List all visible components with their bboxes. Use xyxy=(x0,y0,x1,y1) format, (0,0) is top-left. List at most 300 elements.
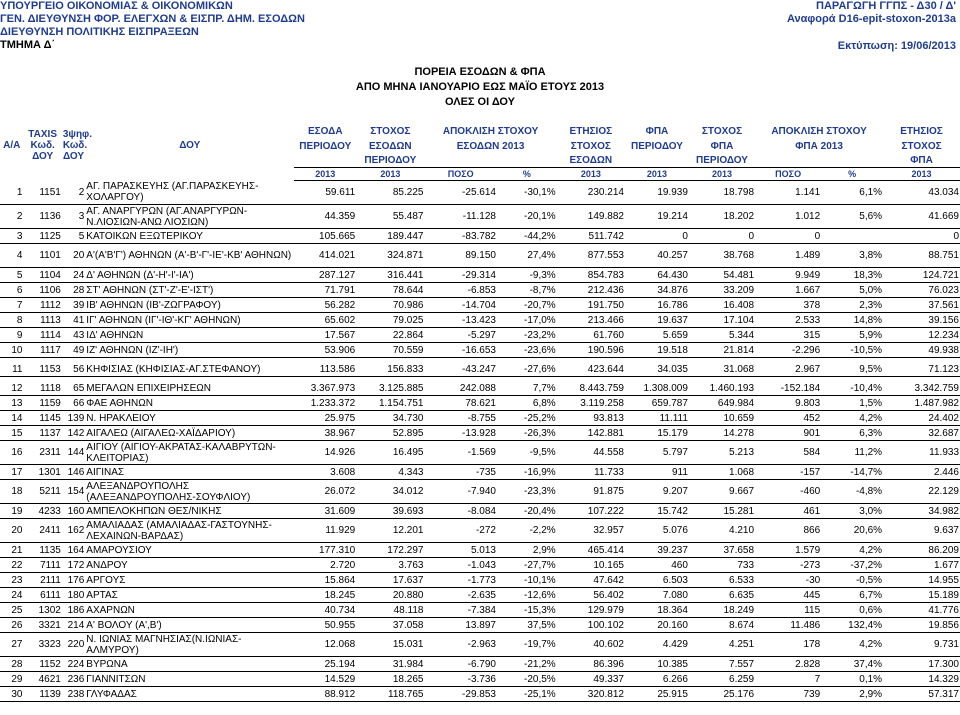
cell-12: -0,5% xyxy=(821,573,883,588)
cell-9: 5.659 xyxy=(625,328,689,343)
sub-4: 2013 xyxy=(557,168,625,181)
table-row xyxy=(0,381,960,396)
table-row xyxy=(0,543,960,558)
cell-6: 242.088 xyxy=(424,381,497,396)
cell-0: 11 xyxy=(0,362,23,377)
cell-9: 40.257 xyxy=(625,244,689,268)
cell-9: 64.430 xyxy=(625,268,689,283)
cell-10: 5.344 xyxy=(689,328,755,343)
cell-13: 34.982 xyxy=(883,504,960,519)
cell-12: -4,8% xyxy=(821,480,883,504)
cell-5: 4.343 xyxy=(356,465,424,480)
col-doy: ΔΟΥ xyxy=(179,140,201,152)
cell-13: 9.731 xyxy=(883,633,960,657)
cell-9: 18.364 xyxy=(625,603,689,618)
header-right xyxy=(787,0,956,26)
cell-8: 511.742 xyxy=(557,229,625,244)
cell-0: 10 xyxy=(0,343,23,358)
cell-9: 15.742 xyxy=(625,504,689,519)
cell-5: 324.871 xyxy=(356,244,424,268)
cell-4: 65.602 xyxy=(294,313,356,328)
table-row xyxy=(0,687,960,702)
cell-7: 6,8% xyxy=(497,396,557,411)
cell-2: 238 xyxy=(62,687,85,702)
cell-11: 378 xyxy=(755,298,821,313)
cell-1: 2411 xyxy=(23,519,61,543)
table-row xyxy=(0,283,960,298)
cell-10: 4.251 xyxy=(689,633,755,657)
cell-11: 2.828 xyxy=(755,657,821,672)
sub-8: % xyxy=(821,168,883,181)
cell-12: 0,6% xyxy=(821,603,883,618)
cell-1: 1159 xyxy=(23,396,61,411)
cell-12: 14,8% xyxy=(821,313,883,328)
cell-12: 6,3% xyxy=(821,426,883,441)
sub-1: 2013 xyxy=(356,168,424,181)
cell-7: -20,1% xyxy=(497,205,557,229)
cell-6: -2.635 xyxy=(424,588,497,603)
cell-1: 3321 xyxy=(23,618,61,633)
cell-6: -13.928 xyxy=(424,426,497,441)
cell-0: 20 xyxy=(0,519,23,543)
cell-2: 139 xyxy=(62,411,85,426)
cell-0: 24 xyxy=(0,588,23,603)
table-row xyxy=(0,328,960,343)
cell-3: Δ' ΑΘΗΝΩΝ (Δ'-Η'-Ι'-ΙΑ') xyxy=(85,268,294,283)
cell-13: 57.317 xyxy=(883,687,960,702)
cell-7: -20,4% xyxy=(497,504,557,519)
cell-12: 3,0% xyxy=(821,504,883,519)
cell-8: 47.642 xyxy=(557,573,625,588)
cell-0: 8 xyxy=(0,313,23,328)
cell-2: 28 xyxy=(62,283,85,298)
col-g7-l1: ΑΠΟΚΛΙΣΗ ΣΤΟΧΟΥ xyxy=(771,126,867,137)
table-row xyxy=(0,573,960,588)
cell-9: 34.035 xyxy=(625,362,689,377)
cell-11: 2.967 xyxy=(755,362,821,377)
cell-4: 26.072 xyxy=(294,480,356,504)
cell-13: 71.123 xyxy=(883,362,960,377)
cell-7: 27,4% xyxy=(497,244,557,268)
cell-0: 1 xyxy=(0,181,23,205)
cell-2: 43 xyxy=(62,328,85,343)
cell-6: -43.247 xyxy=(424,362,497,377)
cell-4: 18.245 xyxy=(294,588,356,603)
cell-13: 39.156 xyxy=(883,313,960,328)
cell-8: 213.466 xyxy=(557,313,625,328)
table-row xyxy=(0,181,960,205)
cell-7: -12,6% xyxy=(497,588,557,603)
cell-6: -11.128 xyxy=(424,205,497,229)
cell-4: 44.359 xyxy=(294,205,356,229)
cell-3: ΑΡΤΑΣ xyxy=(85,588,294,603)
col-g7-l2: ΦΠΑ 2013 xyxy=(795,140,843,152)
cell-7: 37,5% xyxy=(497,618,557,633)
cell-8: 423.644 xyxy=(557,362,625,377)
cell-2: 41 xyxy=(62,313,85,328)
cell-8: 3.119.258 xyxy=(557,396,625,411)
cell-3: Ν. ΙΩΝΙΑΣ ΜΑΓΝΗΣΙΑΣ(Ν.ΙΩΝΙΑΣ-ΑΛΜΥΡΟΥ) xyxy=(85,633,294,657)
cell-8: 91.875 xyxy=(557,480,625,504)
cell-7: -21,2% xyxy=(497,657,557,672)
cell-11: -2.296 xyxy=(755,343,821,358)
cell-6: -8.755 xyxy=(424,411,497,426)
cell-1: 1152 xyxy=(23,657,61,672)
cell-8: 44.558 xyxy=(557,441,625,465)
cell-1: 1104 xyxy=(23,268,61,283)
cell-4: 3.608 xyxy=(294,465,356,480)
cell-12: 1,5% xyxy=(821,396,883,411)
cell-13: 14.955 xyxy=(883,573,960,588)
cell-1: 1153 xyxy=(23,362,61,377)
cell-6: -29.314 xyxy=(424,268,497,283)
production-line: ΠΑΡΑΓΩΓΗ ΓΓΠΣ - Δ30 / Δ' xyxy=(816,0,956,12)
cell-13: 88.751 xyxy=(883,244,960,268)
cell-5: 156.833 xyxy=(356,362,424,377)
cell-6: -8.084 xyxy=(424,504,497,519)
cell-2: 220 xyxy=(62,633,85,657)
table-row xyxy=(0,603,960,618)
cell-13: 3.342.759 xyxy=(883,381,960,396)
cell-7: -25,1% xyxy=(497,687,557,702)
col-g4-l1: ΕΤΗΣΙΟΣ xyxy=(569,126,613,137)
cell-11: 452 xyxy=(755,411,821,426)
cell-12: 4,2% xyxy=(821,411,883,426)
table-row xyxy=(0,426,960,441)
cell-3: ΑΙΓΙΟΥ (ΑΙΓΙΟΥ-ΑΚΡΑΤΑΣ-ΚΑΛΑΒΡΥΤΩΝ-ΚΛΕΙΤΟΡΙΑΣ) xyxy=(85,441,294,465)
cell-0: 6 xyxy=(0,283,23,298)
cell-10: 37.658 xyxy=(689,543,755,558)
cell-13: 22.129 xyxy=(883,480,960,504)
cell-12: -37,2% xyxy=(821,558,883,573)
table-row xyxy=(0,558,960,573)
cell-3: ΙΖ' ΑΘΗΝΩΝ (ΙΖ'-ΙΗ') xyxy=(85,343,294,358)
cell-13: 124.721 xyxy=(883,268,960,283)
cell-0: 16 xyxy=(0,441,23,465)
cell-0: 17 xyxy=(0,465,23,480)
cell-4: 2.720 xyxy=(294,558,356,573)
cell-3: ΑΓ. ΠΑΡΑΣΚΕΥΗΣ (ΑΓ.ΠΑΡΑΣΚΕΥΗΣ-ΧΟΛΑΡΓΟΥ) xyxy=(85,181,294,205)
cell-11: 115 xyxy=(755,603,821,618)
cell-1: 1117 xyxy=(23,343,61,358)
cell-11: -273 xyxy=(755,558,821,573)
col-g5-l1: ΦΠΑ xyxy=(645,126,669,137)
cell-12: 0,1% xyxy=(821,672,883,687)
cell-8: 61.760 xyxy=(557,328,625,343)
table-row xyxy=(0,268,960,283)
cell-9: 19.214 xyxy=(625,205,689,229)
table-body xyxy=(0,181,960,702)
sub-7: ΠΟΣΟ xyxy=(755,168,821,181)
cell-12: 11,2% xyxy=(821,441,883,465)
cell-1: 1112 xyxy=(23,298,61,313)
cell-3: Α'(Α'Β'Γ') ΑΘΗΝΩΝ (Α'-Β'-Γ'-ΙΕ'-ΚΒ' ΑΘΗΝΩΝ) xyxy=(85,244,294,268)
cell-4: 53.906 xyxy=(294,343,356,358)
cell-4: 12.068 xyxy=(294,633,356,657)
cell-6: -7.940 xyxy=(424,480,497,504)
cell-3: ΑΜΠΕΛΟΚΗΠΩΝ ΘΕΣ/ΝΙΚΗΣ xyxy=(85,504,294,519)
cell-11: -460 xyxy=(755,480,821,504)
col-g6-l1: ΣΤΟΧΟΣ xyxy=(701,126,743,137)
cell-2: 180 xyxy=(62,588,85,603)
cell-3: ΑΛΕΞΑΝΔΡΟΥΠΟΛΗΣ (ΑΛΕΞΑΝΔΡΟΥΠΟΛΗΣ-ΣΟΥΦΛΙΟΥ) xyxy=(85,480,294,504)
cell-5: 12.201 xyxy=(356,519,424,543)
cell-12: 9,5% xyxy=(821,362,883,377)
cell-0: 14 xyxy=(0,411,23,426)
cell-5: 3.125.885 xyxy=(356,381,424,396)
report-scope: ΟΛΕΣ ΟΙ ΔΟΥ xyxy=(444,96,516,108)
cell-1: 1125 xyxy=(23,229,61,244)
cell-2: 142 xyxy=(62,426,85,441)
col-3digit: 3ψηφ. Κωδ. ΔΟΥ xyxy=(62,129,92,163)
cell-10: 10.659 xyxy=(689,411,755,426)
col-g8-l3: ΦΠΑ xyxy=(910,154,933,166)
revenue-table xyxy=(0,124,960,702)
cell-6: -1.569 xyxy=(424,441,497,465)
cell-10: 14.278 xyxy=(689,426,755,441)
cell-8: 40.602 xyxy=(557,633,625,657)
cell-1: 1118 xyxy=(23,381,61,396)
cell-3: ΑΝΔΡΟΥ xyxy=(85,558,294,573)
cell-12: 4,2% xyxy=(821,633,883,657)
cell-2: 24 xyxy=(62,268,85,283)
cell-5: 48.118 xyxy=(356,603,424,618)
table-row xyxy=(0,480,960,504)
col-g2-l2: ΕΣΟΔΩΝ xyxy=(369,140,412,152)
cell-10: 5.213 xyxy=(689,441,755,465)
cell-6: 5.013 xyxy=(424,543,497,558)
cell-8: 230.214 xyxy=(557,181,625,205)
cell-11: 461 xyxy=(755,504,821,519)
cell-5: 31.984 xyxy=(356,657,424,672)
cell-13: 9.637 xyxy=(883,519,960,543)
cell-3: ΑΜΑΡΟΥΣΙΟΥ xyxy=(85,543,294,558)
cell-9: 4.429 xyxy=(625,633,689,657)
cell-3: ΦΑΕ ΑΘΗΝΩΝ xyxy=(85,396,294,411)
cell-13: 49.938 xyxy=(883,343,960,358)
cell-5: 22.864 xyxy=(356,328,424,343)
cell-13: 12.234 xyxy=(883,328,960,343)
cell-6: -5.297 xyxy=(424,328,497,343)
report-period: ΑΠΟ ΜΗΝΑ ΙΑΝΟΥΑΡΙΟ ΕΩΣ ΜΑΪΟ ΕΤΟΥΣ 2013 xyxy=(355,81,605,93)
section-line: ΤΜΗΜΑ Δ΄ xyxy=(0,39,56,51)
cell-0: 21 xyxy=(0,543,23,558)
cell-8: 93.813 xyxy=(557,411,625,426)
cell-0: 23 xyxy=(0,573,23,588)
cell-3: Ν. ΗΡΑΚΛΕΙΟΥ xyxy=(85,411,294,426)
report-id: Αναφορά D16-epit-stoxon-2013a xyxy=(787,13,956,25)
cell-8: 142.881 xyxy=(557,426,625,441)
cell-5: 316.441 xyxy=(356,268,424,283)
cell-2: 5 xyxy=(62,229,85,244)
cell-10: 33.209 xyxy=(689,283,755,298)
cell-3: ΓΛΥΦΑΔΑΣ xyxy=(85,687,294,702)
cell-2: 39 xyxy=(62,298,85,313)
cell-9: 25.915 xyxy=(625,687,689,702)
cell-4: 17.567 xyxy=(294,328,356,343)
cell-4: 31.609 xyxy=(294,504,356,519)
cell-2: 154 xyxy=(62,480,85,504)
col-g3-l2: ΕΣΟΔΩΝ 2013 xyxy=(456,140,525,152)
cell-5: 20.880 xyxy=(356,588,424,603)
cell-9: 19.939 xyxy=(625,181,689,205)
cell-13: 86.209 xyxy=(883,543,960,558)
cell-4: 287.127 xyxy=(294,268,356,283)
cell-7: -9,5% xyxy=(497,441,557,465)
cell-11: -152.184 xyxy=(755,381,821,396)
cell-7: -27,6% xyxy=(497,362,557,377)
cell-12: 37,4% xyxy=(821,657,883,672)
cell-8: 11.733 xyxy=(557,465,625,480)
cell-9: 16.786 xyxy=(625,298,689,313)
cell-5: 55.487 xyxy=(356,205,424,229)
cell-9: 19.637 xyxy=(625,313,689,328)
cell-3: Α' ΒΟΛΟΥ (Α',Β') xyxy=(85,618,294,633)
cell-8: 56.402 xyxy=(557,588,625,603)
cell-7: -2,2% xyxy=(497,519,557,543)
cell-11: 7 xyxy=(755,672,821,687)
col-g2-l1: ΣΤΟΧΟΣ xyxy=(370,126,411,137)
cell-0: 9 xyxy=(0,328,23,343)
cell-7: -44,2% xyxy=(497,229,557,244)
cell-11: 315 xyxy=(755,328,821,343)
col-g2-l3: ΠΕΡΙΟΔΟΥ xyxy=(364,154,417,166)
cell-4: 88.912 xyxy=(294,687,356,702)
cell-6: -3.736 xyxy=(424,672,497,687)
cell-2: 146 xyxy=(62,465,85,480)
cell-6: -83.782 xyxy=(424,229,497,244)
cell-0: 28 xyxy=(0,657,23,672)
table-row xyxy=(0,362,960,377)
table-row xyxy=(0,441,960,465)
cell-3: ΚΑΤΟΙΚΩΝ ΕΞΩΤΕΡΙΚΟΥ xyxy=(85,229,294,244)
cell-7: -8,7% xyxy=(497,283,557,298)
cell-11: 0 xyxy=(755,229,821,244)
cell-11: 2.533 xyxy=(755,313,821,328)
cell-5: 17.637 xyxy=(356,573,424,588)
cell-13: 41.776 xyxy=(883,603,960,618)
cell-9: 6.503 xyxy=(625,573,689,588)
cell-10: 1.460.193 xyxy=(689,381,755,396)
cell-2: 160 xyxy=(62,504,85,519)
cell-6: 89.150 xyxy=(424,244,497,268)
cell-13: 0 xyxy=(883,229,960,244)
col-g1-l1: ΕΣΟΔΑ xyxy=(307,126,343,137)
cell-13: 43.034 xyxy=(883,181,960,205)
cell-12: 18,3% xyxy=(821,268,883,283)
cell-8: 320.812 xyxy=(557,687,625,702)
cell-4: 1.233.372 xyxy=(294,396,356,411)
cell-8: 107.222 xyxy=(557,504,625,519)
cell-9: 11.111 xyxy=(625,411,689,426)
cell-0: 18 xyxy=(0,480,23,504)
cell-9: 1.308.009 xyxy=(625,381,689,396)
cell-4: 11.929 xyxy=(294,519,356,543)
cell-9: 34.876 xyxy=(625,283,689,298)
cell-7: -17,0% xyxy=(497,313,557,328)
cell-13: 76.023 xyxy=(883,283,960,298)
cell-12: 132,4% xyxy=(821,618,883,633)
cell-0: 3 xyxy=(0,229,23,244)
cell-7: -16,9% xyxy=(497,465,557,480)
table-row xyxy=(0,313,960,328)
cell-0: 15 xyxy=(0,426,23,441)
cell-10: 1.068 xyxy=(689,465,755,480)
cell-0: 2 xyxy=(0,205,23,229)
cell-10: 9.667 xyxy=(689,480,755,504)
cell-4: 414.021 xyxy=(294,244,356,268)
cell-6: -29.853 xyxy=(424,687,497,702)
cell-6: -1.773 xyxy=(424,573,497,588)
cell-1: 3323 xyxy=(23,633,61,657)
cell-5: 70.559 xyxy=(356,343,424,358)
cell-3: ΑΧΑΡΝΩΝ xyxy=(85,603,294,618)
cell-10: 16.408 xyxy=(689,298,755,313)
cell-3: ΒΥΡΩΝΑ xyxy=(85,657,294,672)
cell-9: 5.797 xyxy=(625,441,689,465)
table-row xyxy=(0,396,960,411)
cell-12: 20,6% xyxy=(821,519,883,543)
cell-5: 78.644 xyxy=(356,283,424,298)
col-g8-l1: ΕΤΗΣΙΟΣ xyxy=(900,126,943,137)
cell-3: ΓΙΑΝΝΙΤΣΩΝ xyxy=(85,672,294,687)
table-row xyxy=(0,244,960,268)
cell-6: -14.704 xyxy=(424,298,497,313)
sub-3: % xyxy=(497,168,557,181)
cell-6: -13.423 xyxy=(424,313,497,328)
cell-13: 37.561 xyxy=(883,298,960,313)
cell-0: 29 xyxy=(0,672,23,687)
cell-8: 465.414 xyxy=(557,543,625,558)
cell-10: 6.259 xyxy=(689,672,755,687)
cell-11: 1.012 xyxy=(755,205,821,229)
cell-0: 13 xyxy=(0,396,23,411)
cell-12 xyxy=(821,229,883,244)
cell-11: 9.803 xyxy=(755,396,821,411)
cell-13: 15.189 xyxy=(883,588,960,603)
cell-9: 20.160 xyxy=(625,618,689,633)
cell-11: -30 xyxy=(755,573,821,588)
report-title: ΠΟΡΕΙΑ ΕΣΟΔΩΝ & ΦΠΑ xyxy=(414,66,546,78)
cell-13: 32.687 xyxy=(883,426,960,441)
table-row xyxy=(0,657,960,672)
cell-10: 0 xyxy=(689,229,755,244)
cell-8: 10.165 xyxy=(557,558,625,573)
cell-1: 7111 xyxy=(23,558,61,573)
cell-7: -20,5% xyxy=(497,672,557,687)
cell-10: 6.635 xyxy=(689,588,755,603)
cell-7: 7,7% xyxy=(497,381,557,396)
cell-4: 71.791 xyxy=(294,283,356,298)
cell-7: -26,3% xyxy=(497,426,557,441)
cell-11: 9.949 xyxy=(755,268,821,283)
cell-5: 1.154.751 xyxy=(356,396,424,411)
cell-0: 12 xyxy=(0,381,23,396)
cell-10: 38.768 xyxy=(689,244,755,268)
cell-9: 19.518 xyxy=(625,343,689,358)
cell-13: 1.677 xyxy=(883,558,960,573)
cell-0: 26 xyxy=(0,618,23,633)
cell-2: 162 xyxy=(62,519,85,543)
cell-10: 17.104 xyxy=(689,313,755,328)
cell-0: 27 xyxy=(0,633,23,657)
cell-8: 100.102 xyxy=(557,618,625,633)
cell-1: 2111 xyxy=(23,573,61,588)
cell-1: 1139 xyxy=(23,687,61,702)
sub-5: 2013 xyxy=(625,168,689,181)
directorate-line: ΓΕΝ. ΔΙΕΥΘΥΝΣΗ ΦΟΡ. ΕΛΕΓΧΩΝ & ΕΙΣΠΡ. ΔΗΜ. ΕΣΟΔΩΝ xyxy=(0,13,305,25)
table-row xyxy=(0,465,960,480)
